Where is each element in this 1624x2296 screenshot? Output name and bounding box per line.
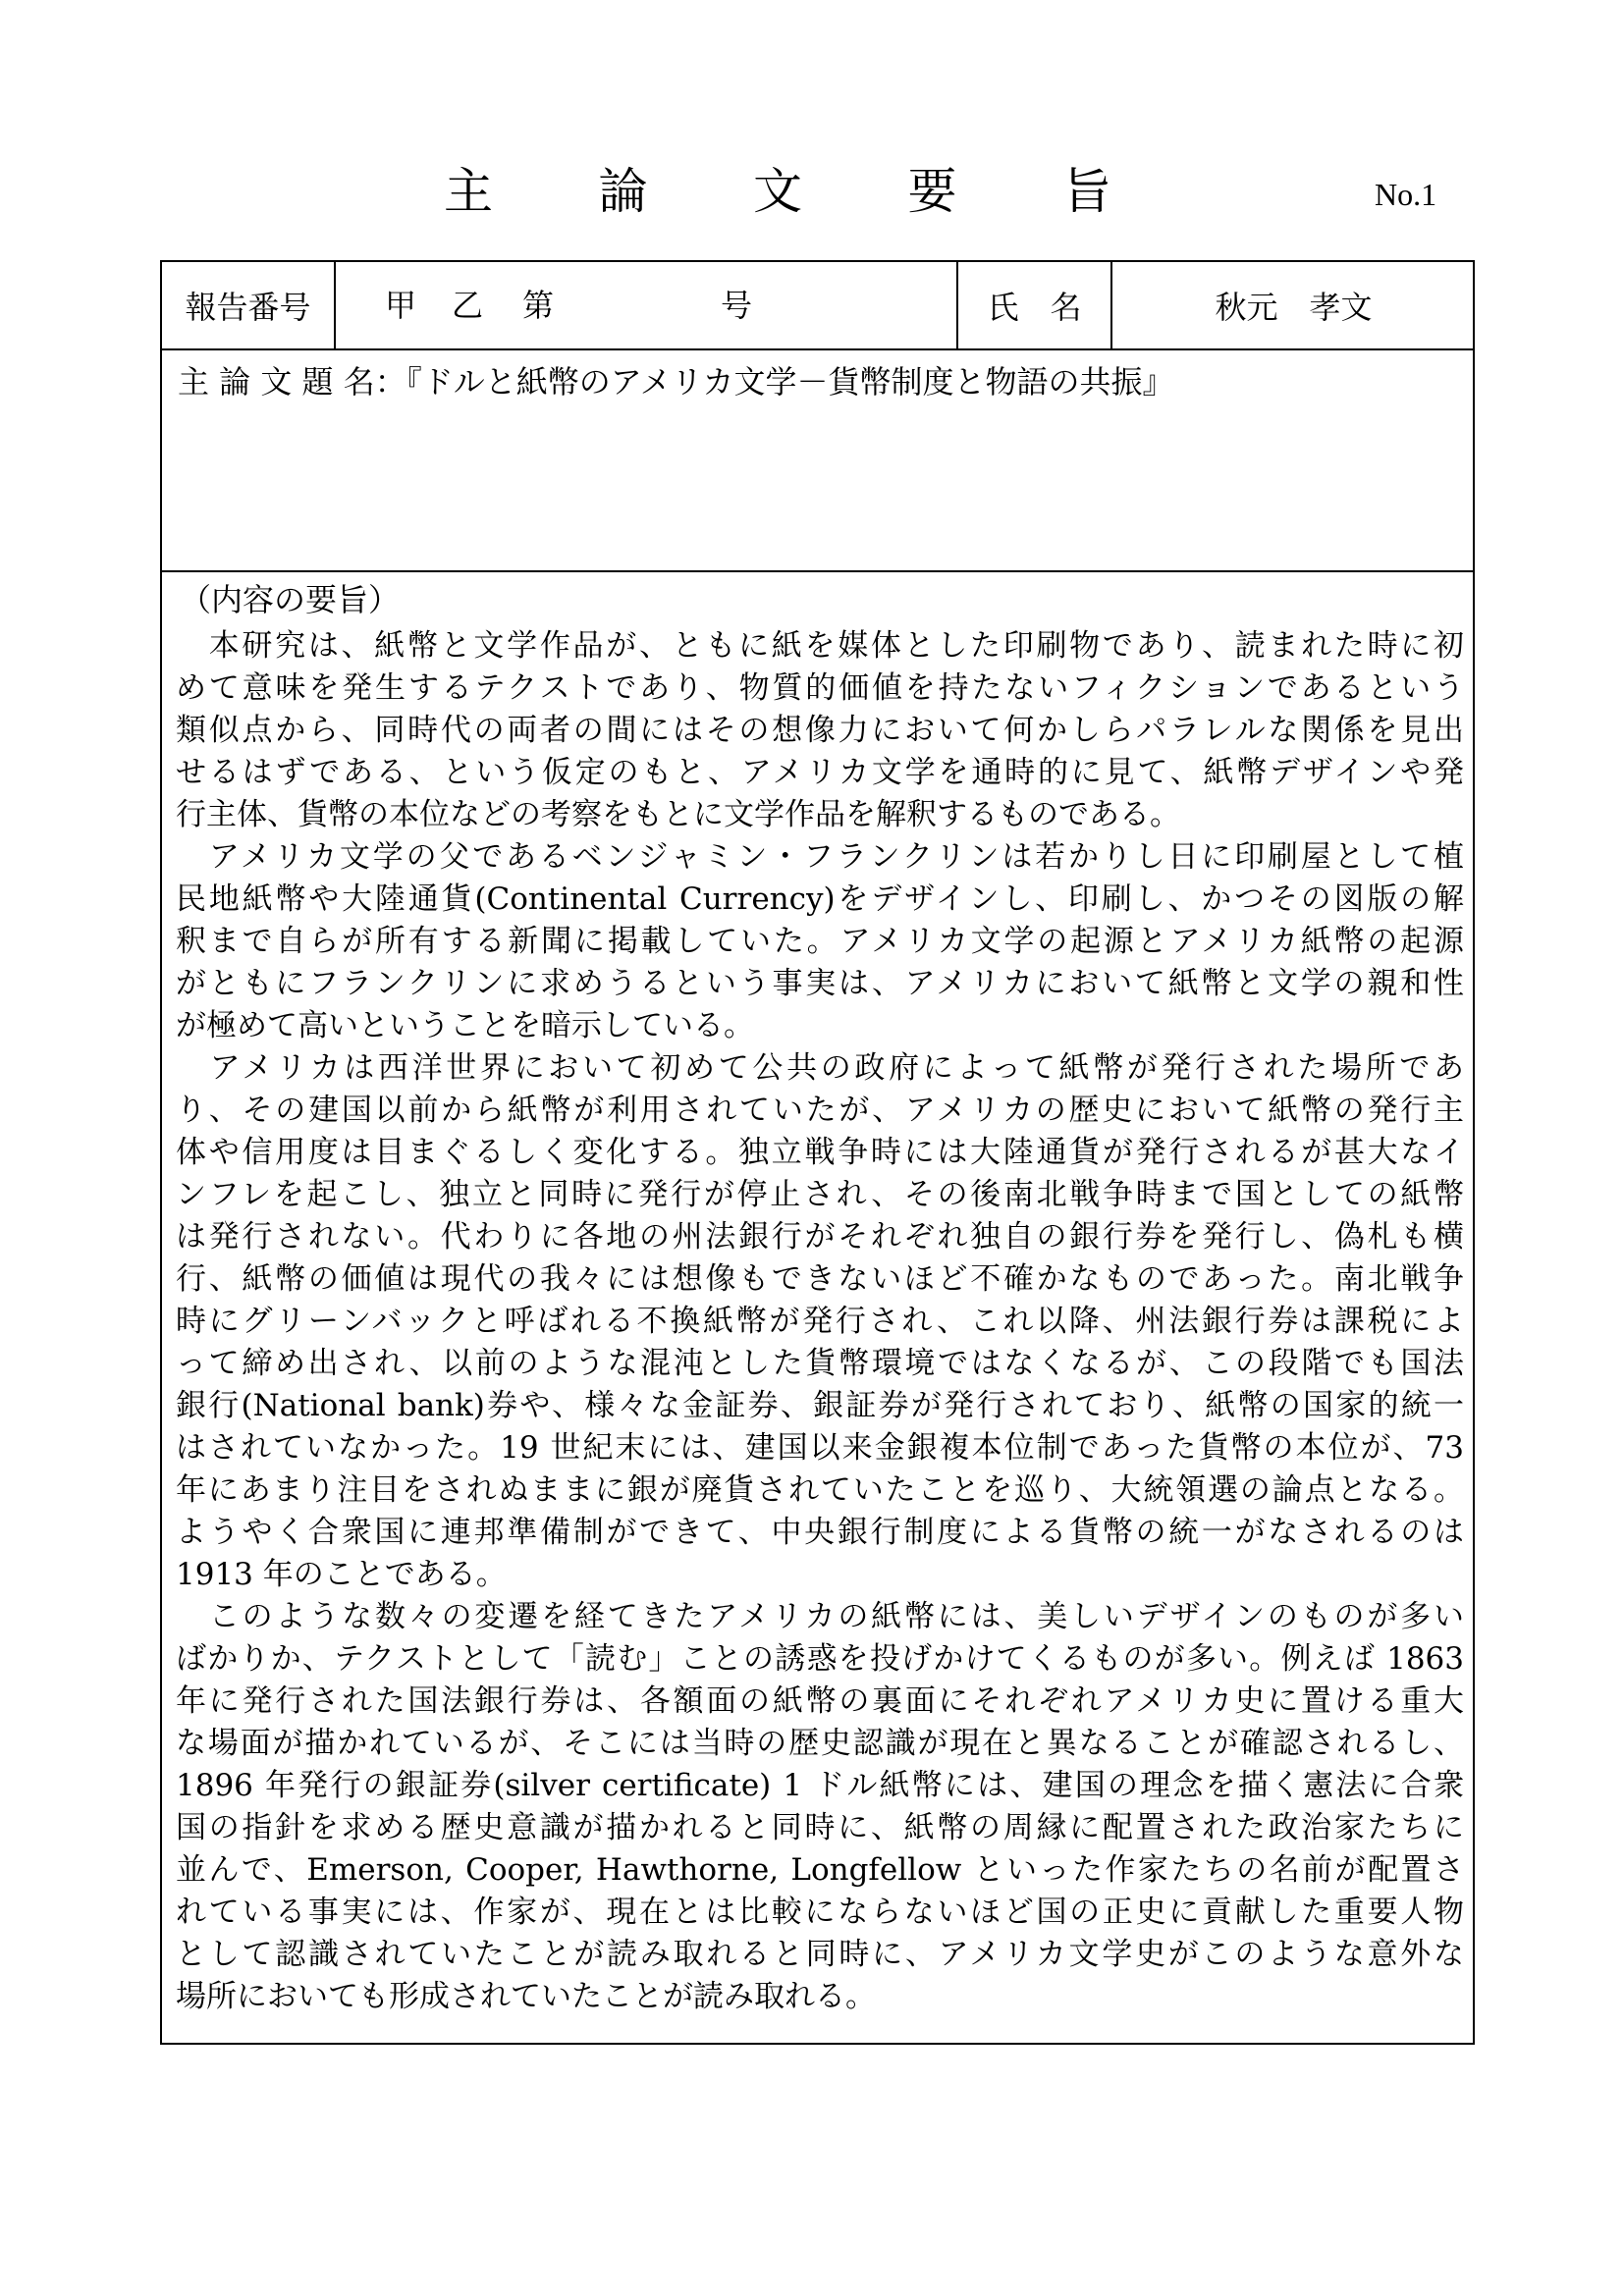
summary-line: せるはずである、という仮定のもと、アメリカ文学を通時的に見て、紙幣デザインや発	[176, 755, 1464, 790]
meta-row	[162, 262, 1473, 350]
title-char: 要	[907, 163, 957, 220]
page-number: No.1	[1375, 177, 1437, 212]
summary-line: が極めて高いということを暗示している。	[176, 1008, 754, 1043]
name-label: 氏 名	[958, 262, 1112, 348]
summary-line: は発行されない。代わりに各地の州法銀行がそれぞれ独自の銀行券を発行し、偽札も横	[176, 1219, 1464, 1255]
document-title	[444, 157, 1111, 226]
summary-line: として認識されていたことが読み取れると同時に、アメリカ文学史がこのような意外な	[176, 1937, 1464, 1972]
summary-line: 場所においても形成されていたことが読み取れる。	[176, 1979, 876, 2014]
summary-line: めて意味を発生するテクストであり、物質的価値を持たないフィクションであるという	[176, 670, 1464, 706]
summary-line: 民地紙幣や大陸通貨(Continental Currency)をデザインし、印刷し、かつその図版の解	[176, 881, 1464, 917]
summary-line: 年に発行された国法銀行券は、各額面の紙幣の裏面にそれぞれアメリカ史に置ける重大	[176, 1683, 1464, 1719]
summary-line: 行、紙幣の価値は現代の我々には想像もできないほど不確かなものであった。南北戦争	[176, 1261, 1464, 1297]
summary-section	[162, 572, 1473, 2045]
title-char: 文	[753, 163, 802, 220]
report-number-value	[336, 262, 958, 348]
summary-line: 1896 年発行の銀証券(silver certificate) 1 ドル紙幣には、建国の理念を描く憲法に合衆	[176, 1768, 1464, 1803]
summary-line: 年にあまり注目をされぬままに銀が廃貨されていたことを巡り、大統領選の論点となる。	[176, 1472, 1464, 1508]
summary-line: がともにフランクリンに求めうるという事実は、アメリカにおいて紙幣と文学の親和性	[176, 966, 1464, 1001]
report-number-label: 報告番号	[162, 262, 336, 348]
summary-form	[160, 260, 1475, 2045]
summary-line: ばかりか、テクストとして「読む」ことの誘惑を投げかけてくるものが多い。例えば 1863	[176, 1641, 1464, 1677]
summary-line: 銀行(National bank)券や、様々な金証券、銀証券が発行されており、紙幣の国家的統一	[176, 1388, 1464, 1423]
summary-line: はされていなかった。19 世紀末には、建国以来金銀複本位制であった貨幣の本位が、73	[176, 1430, 1464, 1466]
report-dai: 第	[522, 287, 555, 324]
summary-line: 釈まで自らが所有する新聞に掲載していた。アメリカ文学の起源とアメリカ紙幣の起源	[176, 924, 1464, 959]
author-name: 秋元 孝文	[1215, 289, 1373, 326]
summary-line: れている事実には、作家が、現在とは比較にならないほど国の正史に貢献した重要人物	[176, 1895, 1464, 1930]
summary-line: 体や信用度は目まぐるしく変化する。独立戦争時には大陸通貨が発行されるが甚大なイ	[176, 1135, 1464, 1170]
summary-heading: （内容の要旨）	[180, 581, 401, 618]
summary-line: アメリカは西洋世界において初めて公共の政府によって紙幣が発行された場所であ	[176, 1050, 1464, 1086]
summary-text	[176, 625, 1464, 2018]
summary-line: って締め出され、以前のような混沌とした貨幣環境ではなくなるが、この段階でも国法	[176, 1346, 1464, 1381]
summary-line: 本研究は、紙幣と文学作品が、ともに紙を媒体とした印刷物であり、読まれた時に初	[176, 628, 1464, 664]
thesis-title: 主 論 文 題 名：『ドルと紙幣のアメリカ文学－貨幣制度と物語の共振』	[178, 363, 1174, 400]
report-go: 号	[721, 287, 753, 324]
summary-line: 国の指針を求める歴史意識が描かれると同時に、紙幣の周縁に配置された政治家たちに	[176, 1810, 1464, 1845]
summary-line: 並んで、Emerson, Cooper, Hawthorne, Longfellow といった作家たちの名前が配置さ	[176, 1852, 1464, 1888]
summary-line: 時にグリーンバックと呼ばれる不換紙幣が発行され、これ以降、州法銀行券は課税によ	[176, 1304, 1464, 1339]
title-char: 旨	[1062, 163, 1111, 220]
summary-line: ようやく合衆国に連邦準備制ができて、中央銀行制度による貨幣の統一がなされるのは	[176, 1515, 1464, 1550]
report-ko: 甲	[385, 287, 417, 324]
summary-line: な場面が描かれているが、そこには当時の歴史認識が現在と異なることが確認されるし、	[176, 1726, 1464, 1761]
thesis-title-row	[162, 350, 1473, 572]
report-otsu: 乙	[452, 287, 484, 324]
title-char: 主	[444, 163, 493, 220]
summary-line: り、その建国以前から紙幣が利用されていたが、アメリカの歴史において紙幣の発行主	[176, 1093, 1464, 1128]
summary-line: 1913 年のことである。	[176, 1557, 507, 1592]
summary-line: アメリカ文学の父であるベンジャミン・フランクリンは若かりし日に印刷屋として植	[176, 839, 1464, 875]
summary-line: このような数々の変遷を経てきたアメリカの紙幣には、美しいデザインのものが多い	[176, 1599, 1464, 1634]
summary-line: 行主体、貨幣の本位などの考察をもとに文学作品を解釈するものである。	[176, 797, 1180, 832]
summary-line: 類似点から、同時代の両者の間にはその想像力において何かしらパラレルな関係を見出	[176, 713, 1464, 748]
summary-line: ンフレを起こし、独立と同時に発行が停止され、その後南北戦争時まで国としての紙幣	[176, 1177, 1464, 1212]
title-char: 論	[598, 163, 648, 220]
